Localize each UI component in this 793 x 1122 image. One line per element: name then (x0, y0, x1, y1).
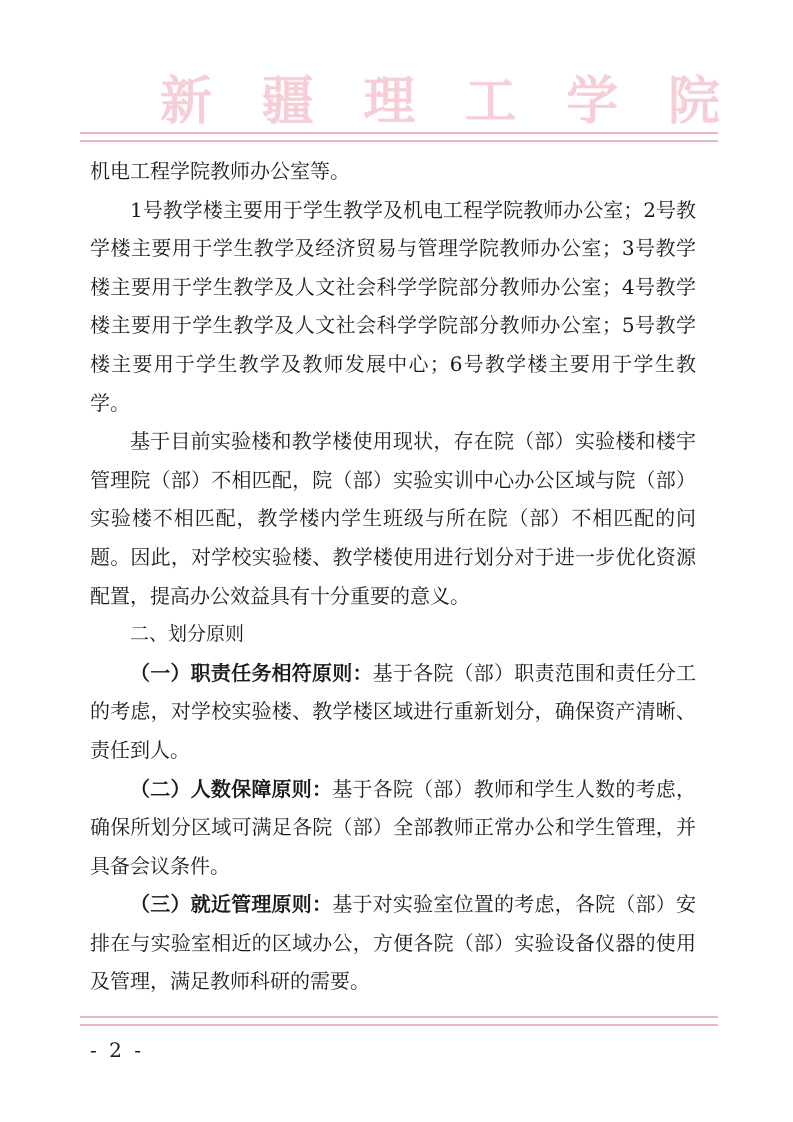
principle-lead: （一）职责任务相符原则： (130, 660, 373, 685)
principle-text: 基于各院（部）职责范围和责任分工的考虑，对学校实验楼、教学楼区域进行重新划分，确保资产清晰、责任到人。 (90, 660, 697, 762)
letterhead-title (160, 71, 720, 132)
page-number: - 2 - (90, 1038, 144, 1062)
principle-lead: （三）就近管理原则： (130, 892, 333, 917)
principle-item (90, 885, 696, 1001)
principle-item (90, 654, 696, 770)
letterhead-char: 理 (363, 71, 416, 132)
principle-text: 基于各院（部）教师和学生人数的考虑，确保所划分区域可满足各院（部）全部教师正常办公和学生管理，并具备会议条件。 (90, 776, 697, 878)
letterhead-char: 新 (160, 71, 213, 132)
principle-lead: （二）人数保障原则： (130, 776, 333, 801)
letterhead-char: 疆 (261, 71, 314, 132)
principle-item (90, 770, 696, 886)
section-heading: 二、划分原则 (130, 623, 245, 646)
paragraph: 1号教学楼主要用于学生教学及机电工程学院教师办公室；2号教学楼主要用于学生教学及经济贸易与管理学院教师办公室；3号教学楼主要用于学生教学及人文社会科学学院部分教师办公室；4号教学楼主要用于学生教学及人文社会科学学院部分教师办公室；5号教学楼主要用于学生教学及教师发展中心；6号教学楼主要用于学生教学。 (90, 197, 696, 415)
principle-text: 基于对实验室位置的考虑，各院（部）安排在与实验室相近的区域办公，方便各院（部）实验设备仪器的使用及管理，满足教师科研的需要。 (90, 892, 697, 994)
footer-divider (80, 1016, 718, 1026)
letterhead-char: 学 (566, 71, 619, 132)
letterhead-char: 院 (667, 71, 720, 132)
paragraph: 基于目前实验楼和教学楼使用现状，存在院（部）实验楼和楼宇管理院（部）不相匹配，院（部）实验实训中心办公区域与院（部）实验楼不相匹配，教学楼内学生班级与所在院（部）不相匹配的问题。因此，对学校实验楼、教学楼使用进行划分对于进一步优化资源配置，提高办公效益具有十分重要的意义。 (90, 429, 696, 608)
document-body (90, 152, 696, 1001)
letterhead-char: 工 (464, 71, 517, 132)
paragraph: 机电工程学院教师办公室等。 (90, 159, 350, 183)
header-divider (80, 132, 718, 142)
